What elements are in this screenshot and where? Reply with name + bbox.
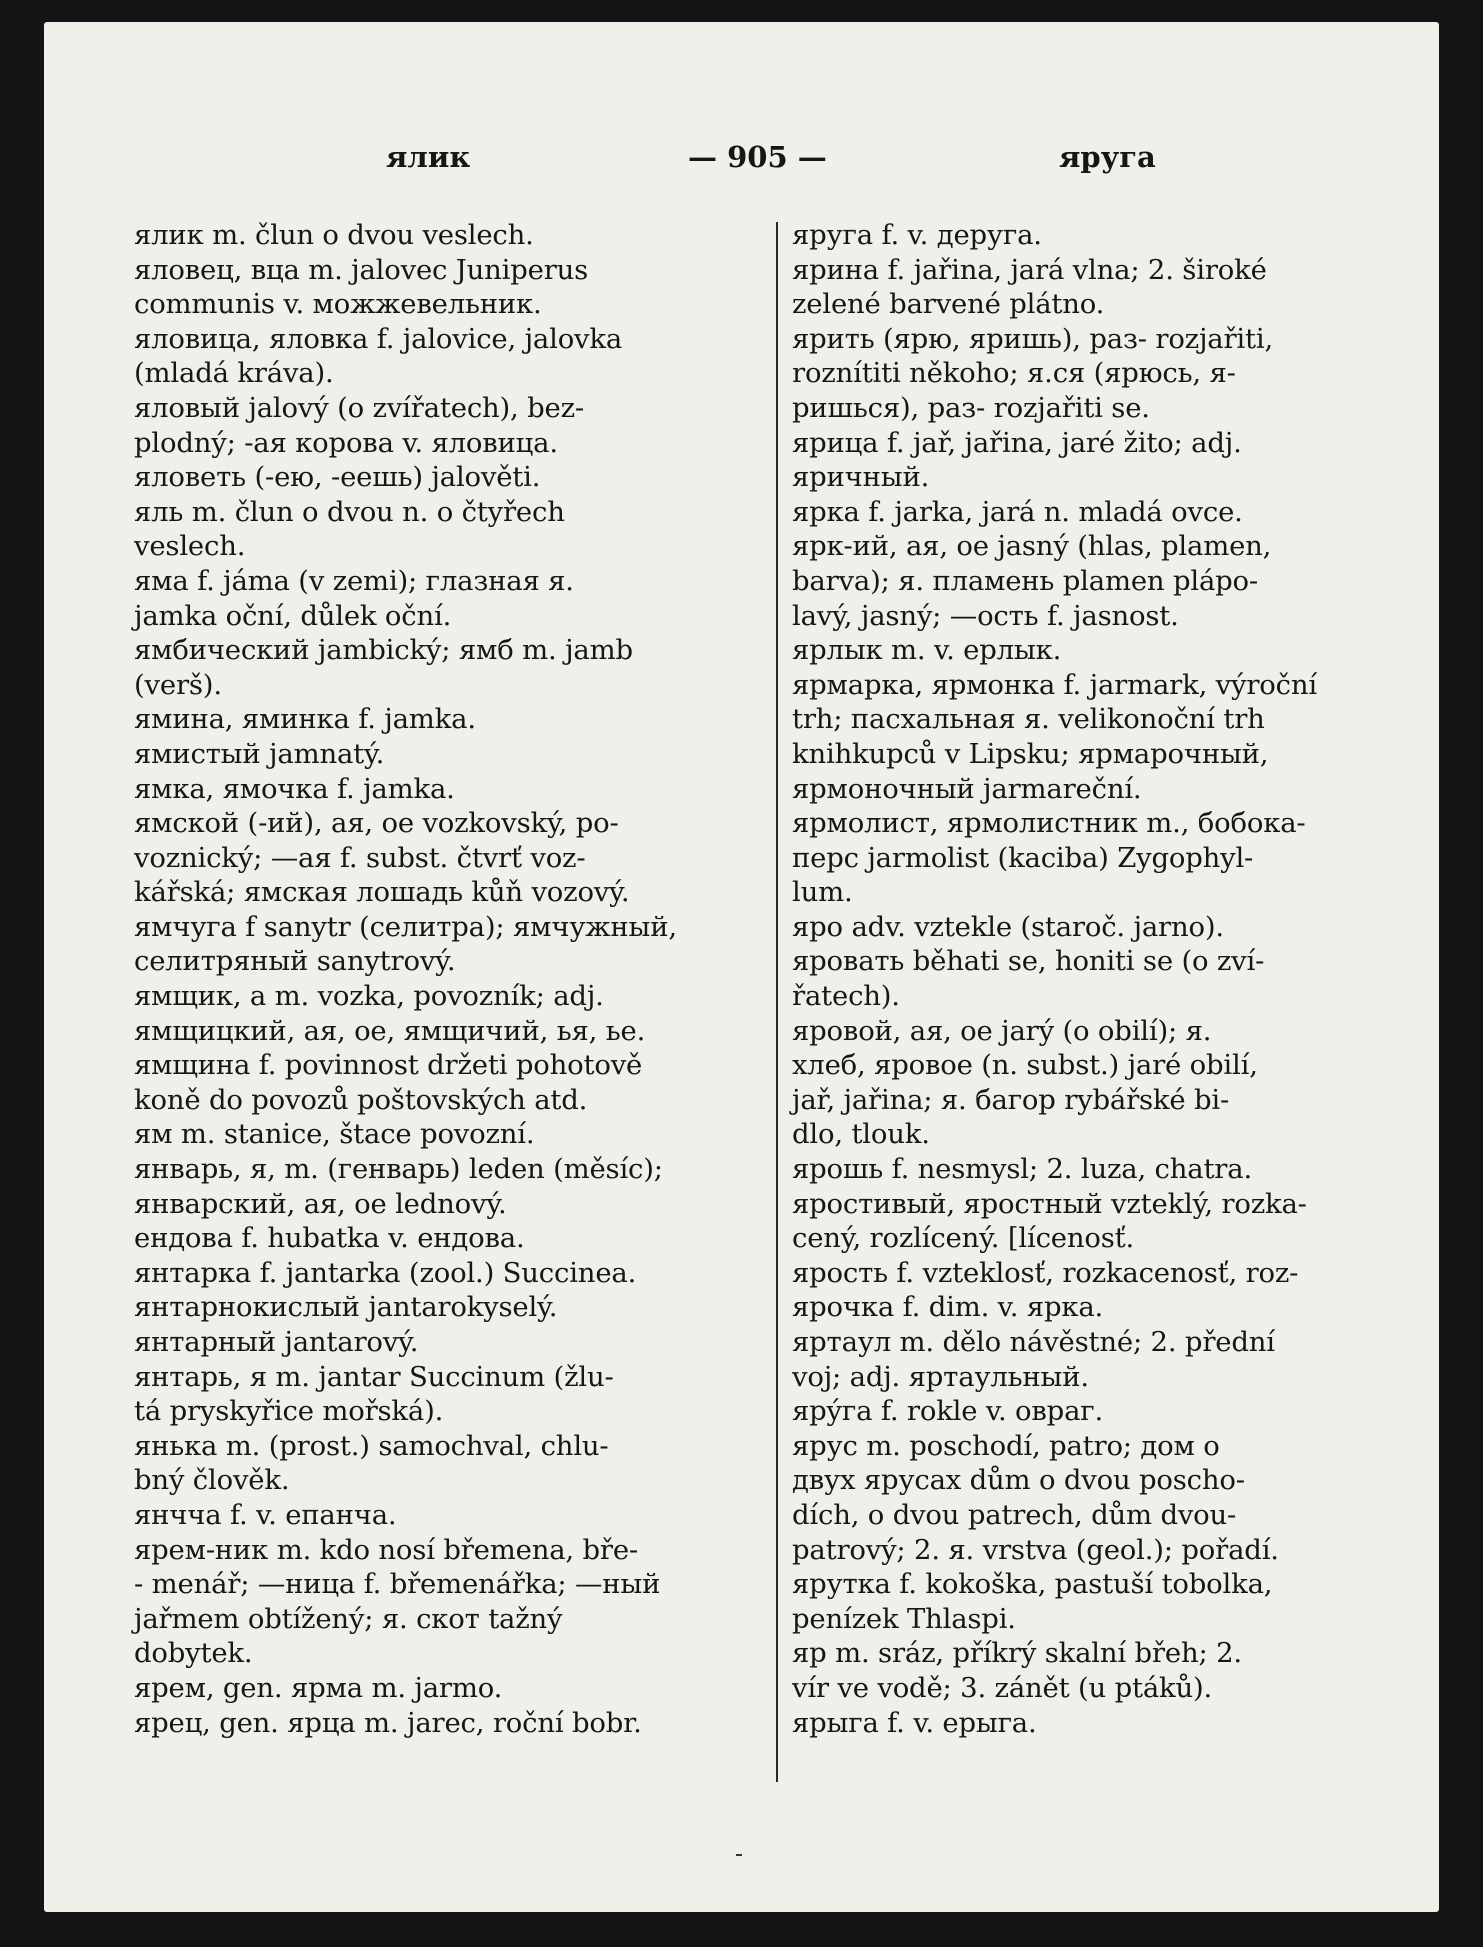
dictionary-line: перс jarmolist (kaciba) Zygophyl- [792, 841, 1254, 874]
dictionary-line: patrový; 2. я. vrstva (geol.); pořadí. [792, 1533, 1279, 1566]
dictionary-line: ярость f. vzteklosť, rozkacenosť, roz- [792, 1256, 1299, 1289]
dictionary-page [44, 22, 1439, 1912]
dictionary-line: dlo, tlouk. [792, 1118, 930, 1151]
dictionary-line: ярец, gen. ярца m. jarec, roční bobr. [134, 1706, 642, 1739]
dictionary-line: dobytek. [134, 1637, 253, 1670]
dictionary-line: яма f. jáma (v zemi); глазная я. [134, 564, 574, 597]
dictionary-line: vír ve vodě; 3. zánět (u ptáků). [792, 1671, 1213, 1704]
dictionary-line: ярка f. jarka, jará n. mladá ovce. [792, 495, 1243, 528]
dictionary-line: jařmem obtížený; я. скот tažný [134, 1602, 563, 1635]
dictionary-line: ямщик, а m. vozka, povozník; adj. [134, 980, 604, 1013]
dictionary-line: ярем-ник m. kdo nosí břemena, bře- [134, 1533, 639, 1566]
dictionary-line: ямской (-ий), ая, ое vozkovský, po- [134, 807, 619, 840]
dictionary-line: ярить (ярю, яришь), раз- rozjařiti, [792, 322, 1274, 355]
left-column [134, 218, 784, 1740]
dictionary-line: ямщина f. povinnost držeti pohotově [134, 1049, 643, 1082]
dictionary-line: ярыга f. v. ерыга. [792, 1706, 1037, 1739]
dictionary-line: koně do povozů poštovských atd. [134, 1083, 588, 1116]
dictionary-line: dích, o dvou patrech, dům dvou- [792, 1498, 1237, 1531]
dictionary-line: ямистый jamnatý. [134, 737, 385, 770]
dictionary-line: селитряный sanytrový. [134, 945, 456, 978]
dictionary-line: ярмоночный jarmareční. [792, 772, 1142, 805]
dictionary-line: knihkupců v Lipsku; ярмарочный, [792, 737, 1269, 770]
dictionary-line: tá pryskyřice mořská). [134, 1395, 444, 1428]
dictionary-line: zelené barvené plátno. [792, 288, 1105, 321]
dictionary-line: янька m. (prost.) samochval, chlu- [134, 1429, 609, 1462]
dictionary-line: kářská; ямская лошадь kůň vozový. [134, 876, 630, 909]
dictionary-line: январский, ая, ое lednový. [134, 1187, 507, 1220]
dictionary-line: voj; adj. яртаульный. [792, 1360, 1089, 1393]
dictionary-line: communis v. можжевельник. [134, 288, 542, 321]
dictionary-line: двух ярусах dům o dvou poscho- [792, 1464, 1245, 1497]
dictionary-line: (mladá kráva). [134, 357, 334, 390]
dictionary-line: plodný; -ая корова v. яловица. [134, 426, 558, 459]
dictionary-line: ярица f. jař, jařina, jaré žito; adj. [792, 426, 1242, 459]
dictionary-line: ярем, gen. ярма m. jarmo. [134, 1671, 503, 1704]
dictionary-line: яричный. [792, 461, 930, 494]
dictionary-line: яловица, яловка f. jalovice, jalovka [134, 322, 623, 355]
dictionary-line: яловый jalový (o zvířatech), bez- [134, 391, 584, 424]
running-head-left: ялик [386, 140, 471, 174]
dictionary-line: ям m. stanice, štace povozní. [134, 1118, 535, 1151]
column-divider [776, 222, 778, 1782]
dictionary-line: хлеб, яровое (n. subst.) jaré obilí, [792, 1049, 1258, 1082]
dictionary-line: январь, я, m. (генварь) leden (měsíc); [134, 1153, 663, 1186]
dictionary-line: - menář; —ница f. břemenářka; —ный [134, 1568, 661, 1601]
dictionary-line: ярутка f. kokoška, pastuší tobolka, [792, 1568, 1273, 1601]
dictionary-line: яловеть (-ею, -еешь) jalověti. [134, 461, 541, 494]
dictionary-line: янтарка f. jantarka (zool.) Succinea. [134, 1256, 637, 1289]
right-column [792, 218, 1442, 1740]
dictionary-line: яруга f. v. деруга. [792, 219, 1042, 251]
dictionary-line: яр m. sráz, příkrý skalní břeh; 2. [792, 1637, 1242, 1670]
dictionary-line: ямбический jambický; ямб m. jamb [134, 634, 633, 667]
page-number: — 905 — [688, 140, 827, 174]
dictionary-line: янтарь, я m. jantar Succinum (žlu- [134, 1360, 614, 1393]
dictionary-line: lavý, jasný; —ость f. jasnost. [792, 599, 1179, 632]
dictionary-line: veslech. [134, 530, 246, 563]
dictionary-line: jamka oční, důlek oční. [134, 599, 452, 632]
dictionary-line: ярочка f. dim. v. ярка. [792, 1291, 1104, 1324]
dictionary-line: ярина f. jařina, jará vlna; 2. široké [792, 253, 1267, 286]
dictionary-line: bný člověk. [134, 1464, 290, 1497]
dictionary-line: янтарнокислый jantarokyselý. [134, 1291, 558, 1324]
dictionary-line: ярýга f. rokle v. овраг. [792, 1395, 1104, 1428]
dictionary-line: penízek Thlaspi. [792, 1602, 1016, 1635]
dictionary-line: (verš). [134, 668, 222, 701]
dictionary-line: яро adv. vztekle (staroč. jarno). [792, 910, 1224, 943]
dictionary-line: ришься), раз- rozjařiti se. [792, 391, 1150, 424]
dictionary-line: ялик m. člun o dvou veslech. [134, 219, 534, 251]
dictionary-line: barva); я. пламень plamen plápo- [792, 564, 1258, 597]
dictionary-line: яровать běhati se, honiti se (o zví- [792, 945, 1265, 978]
dictionary-line: ямина, яминка f. jamka. [134, 703, 476, 736]
dictionary-line: ярошь f. nesmysl; 2. luza, chatra. [792, 1153, 1252, 1186]
dictionary-line: ямка, ямочка f. jamka. [134, 772, 455, 805]
dictionary-line: ярус m. poschodí, patro; дом o [792, 1429, 1220, 1462]
dictionary-line: jař, jařina; я. багор rybářské bi- [792, 1083, 1230, 1116]
dictionary-line: řatech). [792, 980, 900, 1013]
dictionary-line: lum. [792, 876, 853, 909]
dictionary-line: ярк-ий, ая, ое jasný (hlas, plamen, [792, 530, 1272, 563]
dictionary-line: яртаул m. dělo návěstné; 2. přední [792, 1326, 1275, 1358]
dictionary-line: ямщицкий, ая, ое, ямщичий, ья, ье. [134, 1014, 646, 1047]
dictionary-line: ендова f. hubatka v. ендова. [134, 1222, 525, 1255]
running-head-right: яруга [1059, 140, 1156, 174]
dictionary-line: cený, rozlícený. [lícenosť. [792, 1222, 1135, 1255]
dictionary-line: яловец, вца m. jalovec Juniperus [134, 253, 589, 286]
dictionary-line: янчча f. v. епанча. [134, 1498, 397, 1531]
dictionary-line: яровой, ая, ое jarý (o obilí); я. [792, 1014, 1212, 1047]
dictionary-line: ямчуга f sanytr (селитра); ямчужный, [134, 910, 677, 943]
dictionary-line: янтарный jantarový. [134, 1326, 419, 1358]
page-speck [736, 1854, 742, 1856]
dictionary-line: яростивый, яростный vzteklý, rozka- [792, 1187, 1307, 1220]
dictionary-line: яль m. člun o dvou n. o čtyřech [134, 495, 565, 528]
dictionary-line: trh; пасхальная я. velikonoční trh [792, 703, 1265, 736]
dictionary-line: voznický; —ая f. subst. čtvrť voz- [134, 841, 586, 874]
dictionary-line: ярмолист, ярмолистник m., бобока- [792, 807, 1306, 840]
dictionary-line: ярмарка, ярмонка f. jarmark, výroční [792, 668, 1317, 701]
dictionary-line: roznítiti někoho; я.ся (ярюсь, я- [792, 357, 1236, 390]
dictionary-line: ярлык m. v. ерлык. [792, 634, 1062, 667]
